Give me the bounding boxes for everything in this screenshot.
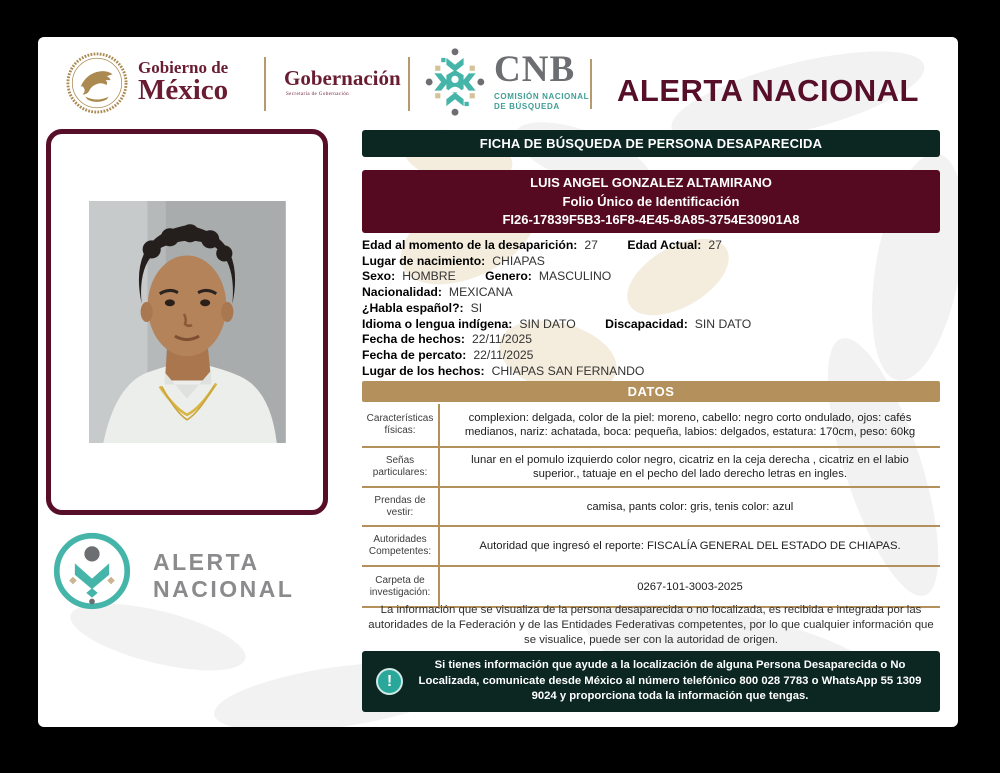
field-value: CHIAPAS SAN FERNANDO — [491, 363, 645, 378]
gobernacion-wordmark — [284, 67, 401, 97]
gobierno-line1: Gobierno de — [138, 58, 229, 77]
folio-label: Folio Único de Identificación — [562, 193, 740, 209]
alerta-nacional-logotext — [153, 549, 294, 603]
field-value: SIN DATO — [519, 316, 576, 331]
field-label: Sexo: — [362, 269, 396, 284]
table-row — [362, 567, 940, 608]
field-value: 27 — [708, 238, 722, 252]
row-value: complexion: delgada, color de la piel: moreno, cabello: negro corto ondulado, ojos: cafés medianos, nariz: achatada, boca: pequeña, labios: delgados, estatura: 170cm, peso: 60kg — [464, 412, 916, 438]
field-label: Edad Actual: — [627, 238, 702, 252]
field-label: Fecha de hechos: — [362, 332, 465, 347]
cnb-subtitle-line1: COMISIÓN NACIONAL — [494, 92, 590, 101]
person-name: LUIS ANGEL GONZALEZ ALTAMIRANO — [530, 175, 772, 190]
exclamation-icon: ! — [376, 668, 403, 695]
header-divider — [408, 57, 410, 111]
field-row — [362, 332, 940, 348]
row-label: Carpeta de investigación: — [362, 567, 440, 606]
folio-number: FI26-17839F5B3-16F8-4E45-8A85-3754E30901A8 — [502, 212, 800, 227]
alerta-logo-line2: NACIONAL — [153, 576, 295, 602]
table-row — [362, 448, 940, 488]
field-label: Fecha de percato: — [362, 347, 467, 362]
alerta-nacional-badge-icon — [52, 531, 132, 611]
field-row — [362, 269, 940, 285]
field-row — [362, 254, 940, 270]
person-fields — [362, 238, 940, 379]
field-label: Discapacidad: — [605, 316, 688, 331]
row-value: Autoridad que ingresó el reporte: FISCALÍA GENERAL DEL ESTADO DE CHIAPAS. — [479, 540, 901, 552]
gobernacion-subtitle: Secretaría de Gobernación — [286, 92, 350, 97]
row-value: 0267-101-3003-2025 — [637, 580, 743, 593]
person-name-banner — [362, 170, 940, 233]
field-label: Genero: — [485, 269, 532, 284]
field-row — [362, 301, 940, 317]
cnb-emblem-icon — [424, 47, 486, 117]
field-label: Idioma o lengua indígena: — [362, 316, 513, 331]
field-label: Lugar de los hechos: — [362, 363, 485, 378]
field-row — [362, 364, 940, 380]
field-row — [362, 285, 940, 301]
field-row — [362, 317, 940, 333]
disclaimer-text: La información que se visualiza de la persona desaparecida o no localizada, es recibida e integrada por las autoridades de la Federación y de las Entidades Federativas competentes, por lo que cualquier información que se visualice, puede ser con la autoridad de origen. — [368, 604, 934, 646]
datos-header-bar: DATOS — [362, 381, 940, 402]
row-value: camisa, pants color: gris, tenis color: azul — [586, 500, 794, 513]
photo-frame — [46, 129, 328, 515]
row-label: Prendas de vestir: — [362, 488, 440, 525]
field-value: MEXICANA — [448, 285, 513, 300]
document-page — [38, 37, 958, 727]
table-row — [362, 404, 940, 448]
row-value: lunar en el pomulo izquierdo color negro, cicatriz en la ceja derecha , cicatriz en el labio superior., tatuaje en el pecho del lado derecho letras en ingles. — [471, 454, 909, 480]
cnb-acronym: CNB — [494, 49, 576, 90]
field-value: 27 — [584, 238, 598, 252]
gobierno-line2: México — [138, 74, 229, 106]
row-label: Señas particulares: — [362, 448, 440, 486]
table-row — [362, 488, 940, 527]
field-value: SIN DATO — [694, 316, 752, 331]
field-value: CHIAPAS — [492, 253, 545, 268]
row-label: Autoridades Competentes: — [362, 527, 440, 565]
alerta-nacional-title: ALERTA NACIONAL — [617, 73, 919, 108]
field-value: SI — [470, 300, 483, 315]
table-row — [362, 527, 940, 567]
missing-person-photo — [89, 201, 286, 443]
header-divider — [264, 57, 266, 111]
datos-table — [362, 404, 940, 608]
gobernacion-title: Gobernación — [284, 66, 401, 90]
cnb-subtitle-line2: DE BÚSQUEDA — [494, 101, 560, 111]
field-label: Edad al momento de la desaparición: — [362, 238, 578, 252]
field-value: HOMBRE — [402, 269, 456, 284]
field-label: ¿Habla español?: — [362, 300, 464, 315]
field-row — [362, 238, 940, 254]
mexico-eagle-seal-icon — [66, 52, 128, 114]
alerta-logo-line1: ALERTA — [153, 549, 260, 575]
row-label: Características físicas: — [362, 404, 440, 446]
ficha-banner: FICHA DE BÚSQUEDA DE PERSONA DESAPARECIDA — [362, 130, 940, 157]
cnb-logotext — [494, 51, 589, 111]
field-label: Nacionalidad: — [362, 285, 442, 300]
footer-notice-text: Si tienes información que ayude a la localización de alguna Persona Desaparecida o No Localizada, comunicate desde México al número telefónico 800 028 7783 o WhatsApp 55 1309 9024 y proporciona toda la información que tengas. — [418, 659, 922, 702]
gobierno-mexico-wordmark — [138, 59, 228, 105]
field-value: MASCULINO — [538, 269, 612, 284]
footer-notice-bar — [362, 651, 940, 712]
field-value: 22/11/2025 — [471, 332, 533, 347]
field-value: 22/11/2025 — [473, 347, 534, 362]
field-label: Lugar de nacimiento: — [362, 253, 486, 268]
field-row — [362, 348, 940, 364]
